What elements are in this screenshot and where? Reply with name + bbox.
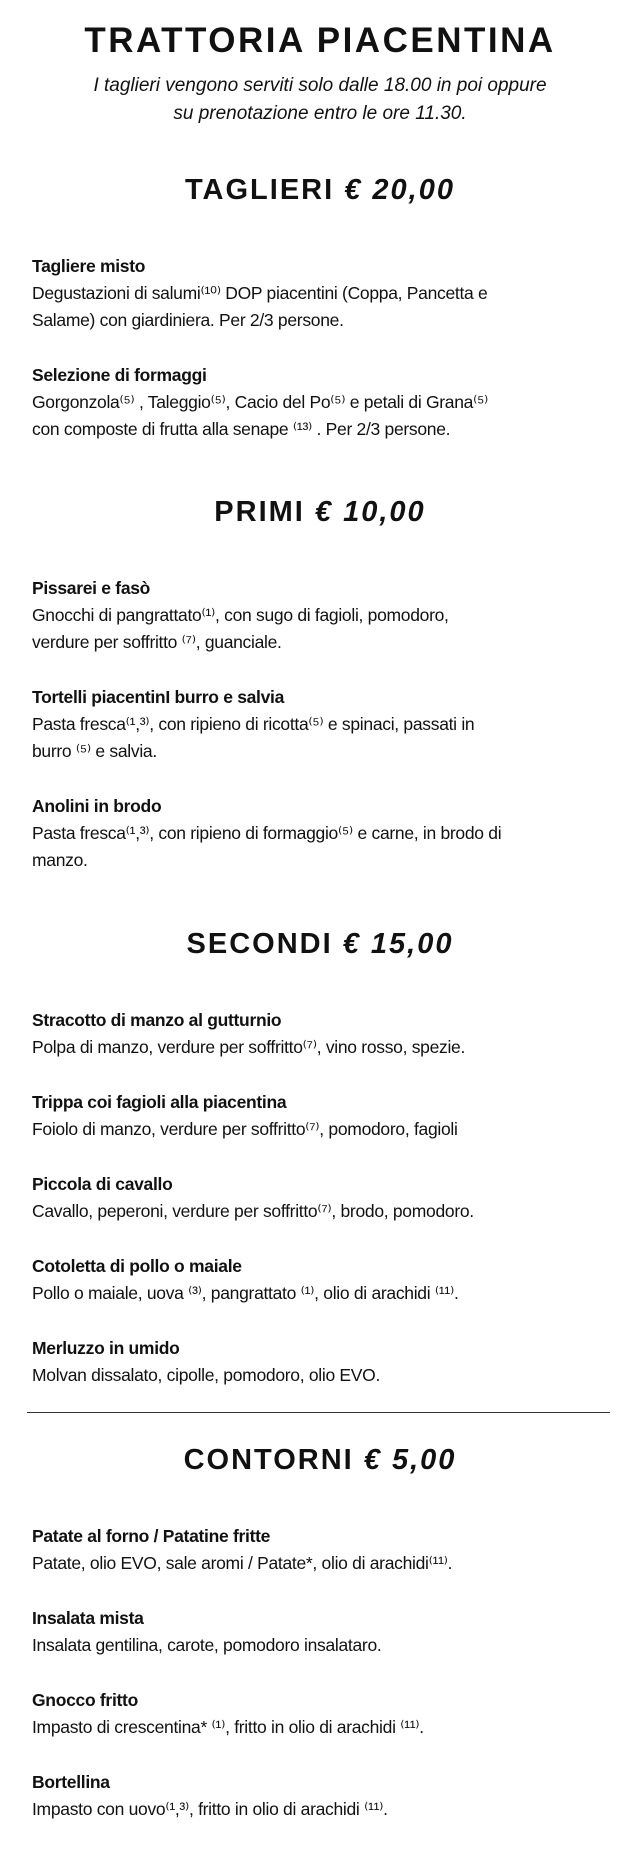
restaurant-title: TRATTORIA PIACENTINA: [84, 21, 556, 60]
menu-item-description: verdure per soffritto ⁽⁷⁾, guanciale.: [32, 632, 282, 652]
menu-item-name: Tortelli piacentinI burro e salvia: [32, 687, 285, 707]
menu-item: [32, 793, 640, 874]
menu-item-name: Anolini in brodo: [32, 796, 162, 816]
menu-item-list: [0, 1007, 640, 1389]
menu-item-list: [0, 575, 640, 874]
menu-item-list: [0, 253, 640, 443]
section-name: TAGLIERI: [184, 174, 335, 206]
section-price: € 15,00: [342, 928, 454, 960]
menu-item-description: Cavallo, peperoni, verdure per soffritto⁽⁷⁾, brodo, pomodoro.: [32, 1201, 474, 1221]
menu-item: [32, 1523, 640, 1577]
subtitle-line: I taglieri vengono serviti solo dalle 18.00 in poi oppure: [93, 75, 547, 96]
section-heading: [0, 170, 640, 210]
menu-item-name: Patate al forno / Patatine fritte: [32, 1526, 271, 1546]
menu-item-description: Salame) con giardiniera. Per 2/3 persone.: [32, 310, 344, 330]
section-price: € 10,00: [314, 496, 426, 528]
section-divider: [27, 1412, 610, 1413]
menu-item-name: Gnocco fritto: [32, 1690, 138, 1710]
menu-item-description: Polpa di manzo, verdure per soffritto⁽⁷⁾, vino rosso, spezie.: [32, 1037, 466, 1057]
section-name: SECONDI: [186, 928, 333, 960]
section-heading: [0, 924, 640, 964]
menu-item: [32, 1605, 640, 1659]
section-name: CONTORNI: [183, 1444, 354, 1476]
menu-item: [32, 575, 640, 656]
menu-item-name: Tagliere misto: [32, 256, 146, 276]
menu-item: [32, 1089, 640, 1143]
menu-item-description: Patate, olio EVO, sale aromi / Patate*, olio di arachidi⁽¹¹⁾.: [32, 1553, 453, 1573]
subtitle-note: [0, 72, 640, 128]
menu-item-list: [0, 1523, 640, 1823]
menu-item-description: Impasto di crescentina* ⁽¹⁾, fritto in olio di arachidi ⁽¹¹⁾.: [32, 1717, 424, 1737]
section-price: € 5,00: [363, 1444, 457, 1476]
section-name: PRIMI: [214, 496, 305, 528]
menu-item-description: Foiolo di manzo, verdure per soffritto⁽⁷⁾, pomodoro, fagioli: [32, 1119, 458, 1139]
menu-item-name: Trippa coi fagioli alla piacentina: [32, 1092, 287, 1112]
subtitle-line: su prenotazione entro le ore 11.30.: [173, 103, 467, 124]
menu-section-secondi: [0, 924, 640, 1417]
menu-item-description: Impasto con uovo⁽¹,³⁾, fritto in olio di arachidi ⁽¹¹⁾.: [32, 1799, 388, 1819]
menu-section-contorni: [0, 1440, 640, 1851]
menu-item-description: con composte di frutta alla senape ⁽¹³⁾ . Per 2/3 persone.: [32, 419, 451, 439]
menu-item-name: Stracotto di manzo al gutturnio: [32, 1010, 282, 1030]
menu-item: [32, 1687, 640, 1741]
menu-item: [32, 1769, 640, 1823]
section-heading: [0, 1440, 640, 1480]
menu-item-name: Piccola di cavallo: [32, 1174, 173, 1194]
menu-item-name: Pissarei e fasò: [32, 578, 151, 598]
menu-section-taglieri: [0, 170, 640, 471]
menu-item-name: Bortellina: [32, 1772, 110, 1792]
menu-item-description: burro ⁽⁵⁾ e salvia.: [32, 741, 157, 761]
menu-item-description: Molvan dissalato, cipolle, pomodoro, olio EVO.: [32, 1365, 381, 1385]
menu-item: [32, 362, 640, 443]
menu-item-description: Pasta fresca⁽¹,³⁾, con ripieno di ricotta⁽⁵⁾ e spinaci, passati in: [32, 714, 475, 734]
menu-item-name: Insalata mista: [32, 1608, 144, 1628]
menu-item-description: Gnocchi di pangrattato⁽¹⁾, con sugo di fagioli, pomodoro,: [32, 605, 449, 625]
menu-item-name: Selezione di formaggi: [32, 365, 207, 385]
menu-item-description: manzo.: [32, 850, 88, 870]
menu-item-description: Pollo o maiale, uova ⁽³⁾, pangrattato ⁽¹⁾, olio di arachidi ⁽¹¹⁾.: [32, 1283, 459, 1303]
section-heading: [0, 492, 640, 532]
menu-item-description: Gorgonzola⁽⁵⁾ , Taleggio⁽⁵⁾, Cacio del Po⁽⁵⁾ e petali di Grana⁽⁵⁾: [32, 392, 489, 412]
section-price: € 20,00: [344, 174, 455, 206]
menu-item-name: Merluzzo in umido: [32, 1338, 180, 1358]
menu-item-description: Insalata gentilina, carote, pomodoro insalataro.: [32, 1635, 382, 1655]
menu-item-name: Cotoletta di pollo o maiale: [32, 1256, 242, 1276]
menu-item: [32, 1253, 640, 1307]
menu-item-description: Degustazioni di salumi⁽¹⁰⁾ DOP piacentini (Coppa, Pancetta e: [32, 283, 488, 303]
menu-item: [32, 1335, 640, 1389]
menu-item-description: Pasta fresca⁽¹,³⁾, con ripieno di formaggio⁽⁵⁾ e carne, in brodo di: [32, 823, 502, 843]
menu-item: [32, 1007, 640, 1061]
menu-item: [32, 1171, 640, 1225]
menu-item: [32, 253, 640, 334]
menu-item: [32, 684, 640, 765]
menu-section-primi: [0, 492, 640, 902]
